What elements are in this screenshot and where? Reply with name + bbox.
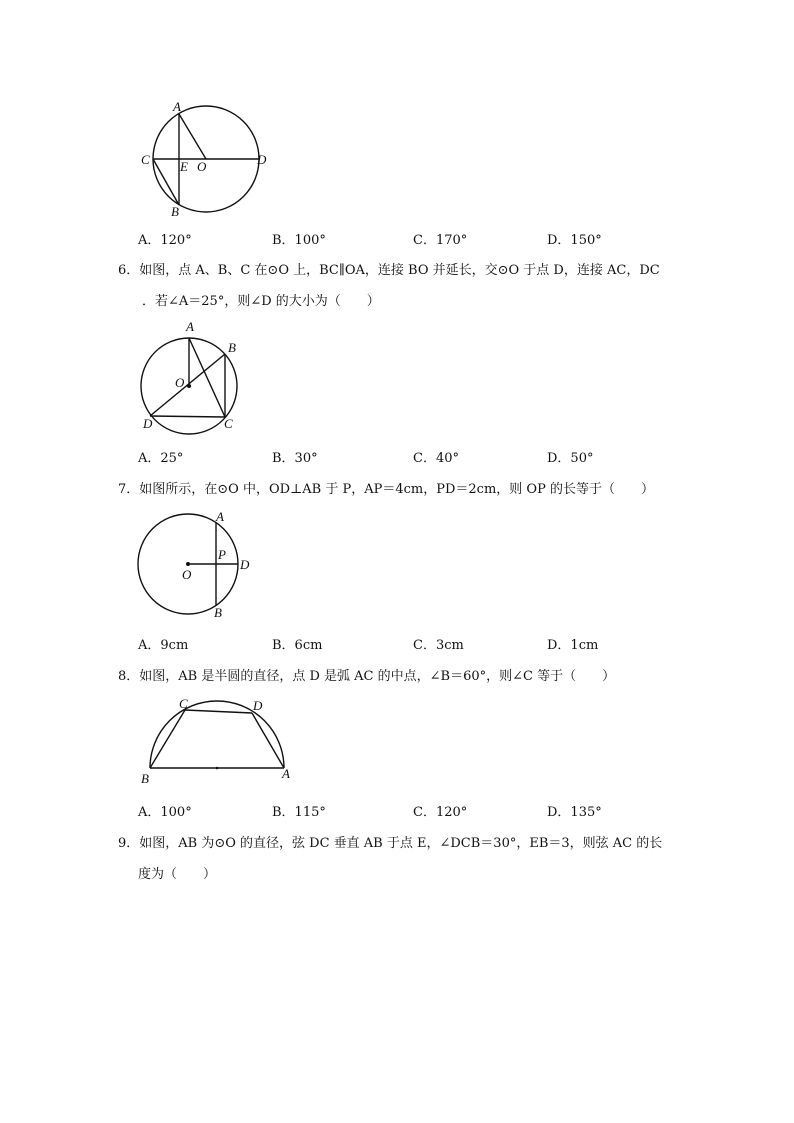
- q8-segment-da: [252, 713, 284, 768]
- q7-question-line1: 7．如图所示，在⊙O 中，OD⊥AB 于 P，AP＝4cm，PD＝2cm，则 OP 的长等于（ ）: [118, 482, 654, 497]
- q6-option-b: B．30°: [272, 451, 318, 466]
- q6-center-dot: [187, 384, 191, 388]
- q8-option-d: D．135°: [547, 805, 602, 820]
- q5-label-a: A: [173, 99, 181, 114]
- q6-label-a: A: [186, 319, 194, 334]
- q6-label-d: D: [143, 416, 153, 431]
- q5-label-o: O: [197, 159, 207, 174]
- q5-option-b: B．100°: [272, 233, 326, 248]
- q8-label-b: B: [141, 771, 149, 786]
- q7-center-dot: [186, 562, 190, 566]
- q5-segment-cb: [153, 159, 179, 205]
- q5-label-c: C: [141, 152, 150, 167]
- q5-figure: [130, 96, 280, 226]
- q8-segment-cd: [185, 710, 252, 713]
- q7-option-d: D．1cm: [547, 638, 599, 653]
- q7-label-a: A: [216, 509, 224, 524]
- q7-option-b: B．6cm: [272, 638, 323, 653]
- q6-figure: [130, 316, 260, 436]
- q6-question-line1: 6．如图，点 A、B、C 在⊙O 上，BC∥OA，连接 BO 并延长，交⊙O 于点 D，连接 AC，DC: [118, 263, 660, 278]
- q5-option-d: D．150°: [547, 233, 602, 248]
- q7-figure: [130, 505, 270, 625]
- q8-center-dot: [216, 767, 219, 770]
- q5-label-d: D: [257, 152, 267, 167]
- q6-question-line2: ．若∠A＝25°，则∠D 的大小为（ ）: [142, 294, 380, 309]
- q5-option-c: C．170°: [413, 233, 468, 248]
- q5-segment-ao: [179, 114, 206, 159]
- q8-label-d: D: [253, 698, 263, 713]
- q6-option-d: D．50°: [547, 451, 594, 466]
- q8-option-a: A．100°: [138, 805, 192, 820]
- q9-question-line2: 度为（ ）: [138, 867, 217, 882]
- q6-label-o: O: [175, 375, 185, 390]
- q6-label-c: C: [224, 416, 233, 431]
- q8-segment-bc: [150, 710, 185, 768]
- q7-label-p: P: [218, 547, 226, 562]
- q7-label-b: B: [214, 605, 222, 620]
- q7-option-c: C．3cm: [413, 638, 464, 653]
- q5-option-a: A．120°: [138, 233, 192, 248]
- q8-label-a: A: [282, 766, 290, 781]
- q6-segment-dc: [150, 416, 225, 417]
- q7-label-o: O: [182, 567, 192, 582]
- q8-option-c: C．120°: [413, 805, 468, 820]
- q8-question-line1: 8．如图，AB 是半圆的直径，点 D 是弧 AC 的中点，∠B＝60°，则∠C 等于（ ）: [118, 669, 616, 684]
- q9-question-line1: 9．如图，AB 为⊙O 的直径，弦 DC 垂直 AB 于点 E，∠DCB＝30°，EB＝3，则弦 AC 的长: [118, 836, 663, 851]
- q7-label-d: D: [240, 557, 250, 572]
- q8-figure: [136, 694, 306, 790]
- q6-label-b: B: [228, 340, 236, 355]
- q8-option-b: B．115°: [272, 805, 326, 820]
- q7-option-a: A．9cm: [138, 638, 189, 653]
- q5-label-b: B: [171, 204, 179, 219]
- q6-option-c: C．40°: [413, 451, 459, 466]
- q6-option-a: A．25°: [138, 451, 184, 466]
- q5-label-e: E: [180, 159, 188, 174]
- q8-label-c: C: [179, 696, 188, 711]
